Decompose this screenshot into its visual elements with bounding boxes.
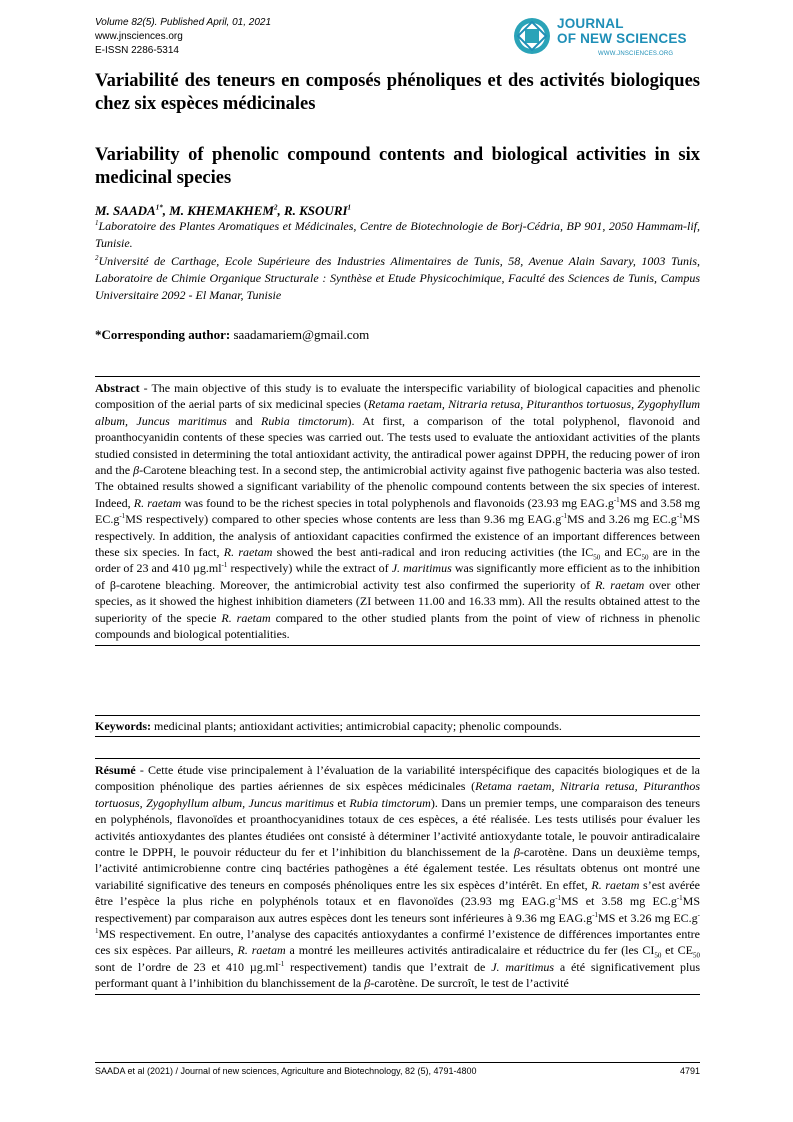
species-list: Retama raetam, Nitraria retusa, Pituranthos tortuosus, Zygophyllum album, Juncus maritimus xyxy=(95,779,700,810)
abstract-seg: MS and 3.58 mg EC.g xyxy=(95,495,701,527)
abstract-seg: MS and 3.26 mg EC.g xyxy=(567,512,677,527)
resume-seg: MS respectivement) par comparaison aux autres espèces dont les teneurs sont inférieures à 9.36 mg EAG.g xyxy=(95,894,701,925)
abstract-seg: was significantly more efficient as to the inhibition of β-carotene bleaching. Moreover, the antimicrobial activity test also confirmed the superiority of xyxy=(95,561,700,592)
abstract-seg: ). At first, a comparison of the total polyphenol, flavonoid and proanthocyanidin contents of these species was carried out. The tests used to evaluate the antioxidant activities of the plants studied consisted in determining the total antioxidant activity, the antiradical power against DPPH, the reducing power of iron and the xyxy=(95,413,701,478)
resume-seg: respectivement) tandis que l’extrait de xyxy=(284,959,492,974)
species-name: R. raetam xyxy=(591,877,640,892)
abstract-label: Abstract xyxy=(95,381,140,395)
abstract-seg: showed the best anti-radical and iron reducing activities (the IC xyxy=(272,545,594,560)
corresponding-label: *Corresponding author: xyxy=(95,327,231,342)
abstract-seg: over other species, as it showed the highest inhibition diameters (ZI between 11.00 and 16.33 mm). All the results obtained attest to the superiority of the specie xyxy=(95,577,701,625)
superscript: -1 xyxy=(555,894,562,903)
abstract-seg: MS respectively) compared to other species whose contents are less than 9.36 mg EAG.g xyxy=(125,512,562,527)
species-name: J. maritimus xyxy=(491,959,555,974)
species-name: R. raetam xyxy=(223,545,273,560)
species-name: Rubia timctorum xyxy=(349,795,431,810)
species-name: R. raetam xyxy=(133,495,182,510)
journal-website: www.jnsciences.org xyxy=(95,31,183,42)
page-number: 4791 xyxy=(679,1066,700,1076)
resume-seg: et CE xyxy=(661,943,693,958)
superscript: -1 xyxy=(676,512,683,521)
keywords-label: Keywords: xyxy=(95,719,151,733)
species-name: R. raetam xyxy=(595,577,645,592)
author-2-sup: 2 xyxy=(273,203,278,212)
journal-emblem-icon xyxy=(512,16,552,56)
footer-citation: SAADA et al (2021) / Journal of new sciences, Agriculture and Biotechnology, 82 (5), 4791-4800 xyxy=(95,1066,477,1076)
corresponding-email[interactable]: saadamariem@gmail.com xyxy=(233,327,370,342)
resume-seg: - Cette étude vise principalement à l’évaluation de la variabilité interspécifique des capacités biologiques et de la composition phénolique des parties aériennes de six espèces médicinales ( xyxy=(95,763,700,794)
superscript: -1 xyxy=(613,495,620,504)
subscript: 50 xyxy=(641,553,649,562)
superscript: -1 xyxy=(95,910,701,936)
superscript: -1 xyxy=(119,512,126,521)
issn: E-ISSN 2286-5314 xyxy=(95,45,179,56)
abstract-seg: and xyxy=(226,413,262,428)
author-3-sup: 1 xyxy=(347,203,352,212)
species-name: Rubia timctorum xyxy=(261,413,348,428)
resume-seg: s’est avérée être l’espèce la plus riche en polyphénols totaux et en flavonoïdes (23.93 mg EAG.g xyxy=(95,877,700,909)
logo-line-1: JOURNAL xyxy=(557,16,624,31)
superscript: -1 xyxy=(561,512,568,521)
resume-box xyxy=(95,758,700,995)
resume-seg: -carotène. De surcroît, le test de l’activité xyxy=(370,976,569,991)
author-2: , M. KHEMAKHEM xyxy=(162,203,274,218)
affiliation-1-num: 1 xyxy=(95,219,99,227)
authors xyxy=(95,203,351,219)
abstract-seg: was found to be the richest species in total polyphenols and flavonoids (23.93 mg EAG.g xyxy=(181,495,614,510)
author-1-sup: 1* xyxy=(155,203,163,212)
beta-symbol: β xyxy=(513,845,520,860)
page-footer xyxy=(95,1062,700,1076)
superscript: -1 xyxy=(278,959,285,968)
author-3: , R. KSOURI xyxy=(277,203,348,218)
superscript: -1 xyxy=(592,910,599,919)
title-english: Variability of phenolic compound contents and biological activities in six medicinal species xyxy=(95,145,700,188)
resume-seg: a été significativement plus performant quant à l’inhibition du blanchissement de la xyxy=(95,959,701,991)
keywords-text: medicinal plants; antioxidant activities; antimicrobial capacity; phenolic compounds. xyxy=(151,719,562,733)
resume-seg: MS et 3.58 mg EC.g xyxy=(561,894,677,909)
affiliation-1-text: Laboratoire des Plantes Aromatiques et Médicinales, Centre de Biotechnologie de Borj-Cédria, BP 901, 2050 Hammam-lif, Tunisie. xyxy=(95,219,700,250)
logo-url: WWW.JNSCIENCES.ORG xyxy=(598,51,674,57)
superscript: -1 xyxy=(676,894,683,903)
author-1: M. SAADA xyxy=(95,203,156,218)
subscript: 50 xyxy=(654,951,662,960)
resume-seg: MS et 3.26 mg EC.g xyxy=(598,910,698,925)
beta-symbol: β xyxy=(364,976,371,991)
resume-seg: -carotène. Dans un deuxième temps, l’activité antimicrobienne contre cinq bactéries pathogènes a été également testée. Les résultats obtenus ont montré une variabilité significative des teneurs en composés phénoliques entre les six espèces d’intérêt. En effet, xyxy=(95,845,700,892)
affiliation-1 xyxy=(95,218,700,252)
abstract-seg: respectively) while the extract of xyxy=(227,561,392,576)
resume-text xyxy=(95,762,700,992)
resume-seg: ). Dans un premier temps, une comparaison des teneurs en polyphénols, flavonoïdes et proanthocyanidines totaux de ces espèces, a été réalisée. Les tests utilisés pour évaluer les activités antioxydantes des plantes étudiées ont consisté à déterminer l’activité antioxydante totale, le pouvoir antiradicalaire contre le DPPH, le pouvoir réducteur du fer et l’inhibition du blanchissement de la xyxy=(95,795,700,860)
species-name: R. raetam xyxy=(237,943,286,958)
abstract-seg: -Carotene bleaching test. In a second step, the antimicrobial activity against five pathogenic bacteria was also tested. The obtained results showed a significant variability of the phenolic compound contents between the six species of interest. Indeed, xyxy=(95,463,700,510)
affiliation-2-num: 2 xyxy=(95,254,99,262)
abstract-text xyxy=(95,380,700,643)
resume-seg: sont de l’ordre de 23 et 410 µg.ml xyxy=(95,959,279,974)
beta-symbol: β xyxy=(133,463,140,478)
species-list: Retama raetam, Nitraria retusa, Pituranthos tortuosus, Zygophyllum album, Juncus maritimus xyxy=(95,397,700,428)
logo-line-2: OF NEW SCIENCES xyxy=(557,31,687,46)
subscript: 50 xyxy=(693,951,700,960)
species-name: J. maritimus xyxy=(391,561,452,576)
abstract-seg: compared to the other studied plants from the point of view of richness in phenolic compounds and biological potentialities. xyxy=(95,610,700,642)
affiliation-2-text: Université de Carthage, Ecole Supérieure des Industries Alimentaires de Tunis, 58, Avenue Alain Savary, 1003 Tunis, Laboratoire de Chimie Organique Structurale : Synthèse et Etude Physicochimique, Faculté des Sciences de Tunis, Campus Universitaire 2092 - El Manar, Tunisie xyxy=(95,254,700,302)
affiliation-2 xyxy=(95,253,700,304)
abstract-seg: MS respectively. In addition, the analysis of antioxidant capacities confirmed the existence of an important differences between these six species. In fact, xyxy=(95,512,700,560)
resume-seg: et xyxy=(333,795,350,810)
abstract-seg: are in the order of 23 and 410 µg.ml xyxy=(95,545,700,576)
title-french: Variabilité des teneurs en composés phénoliques et des activités biologiques chez six espèces médicinales xyxy=(95,71,700,114)
species-name: R. raetam xyxy=(221,610,271,625)
resume-seg: a montré les meilleures activités antiradicalaire et réductrice du fer (les CI xyxy=(285,943,655,958)
subscript: 50 xyxy=(593,553,601,562)
abstract-seg: - The main objective of this study is to evaluate the interspecific variability of biological capacities and phenolic composition of the aerial parts of six medicinal species ( xyxy=(95,381,700,412)
superscript: -1 xyxy=(221,561,228,570)
keywords-box xyxy=(95,715,700,737)
resume-label: Résumé xyxy=(95,763,136,777)
resume-seg: MS respectivement. En outre, l’analyse des capacités antioxydantes a confirmé l’existence de différences importantes entre ces six espèces. Par ailleurs, xyxy=(95,927,700,958)
journal-logo xyxy=(512,14,702,64)
corresponding-author xyxy=(95,327,369,343)
abstract-box xyxy=(95,376,700,646)
journal-header xyxy=(95,16,271,58)
volume-info: Volume 82(5). Published April, 01, 2021 xyxy=(95,17,272,28)
abstract-seg: and EC xyxy=(600,545,642,560)
